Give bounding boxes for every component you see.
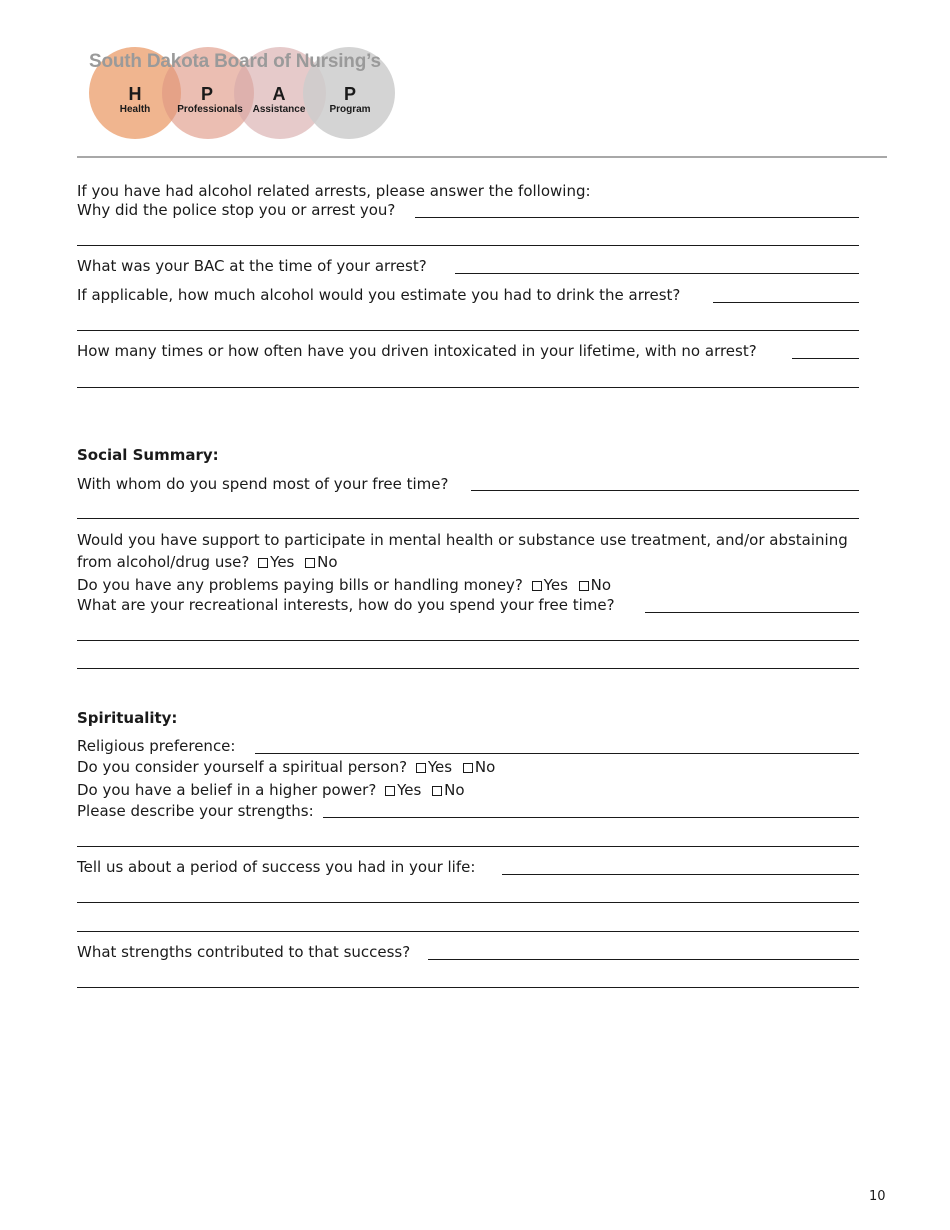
q-support-line2: from alcohol/drug use? (77, 553, 250, 571)
q-driven-intoxicated: How many times or how often have you driven intoxicated in your lifetime, with no arrest? (77, 342, 757, 360)
answer-line-free-time-with[interactable] (471, 490, 859, 491)
logo-title: South Dakota Board of Nursing’s (89, 51, 381, 72)
header-divider (77, 156, 887, 158)
answer-line-free-time-with-2[interactable] (77, 518, 859, 519)
higher-power-yes-checkbox[interactable] (385, 786, 395, 796)
answer-line-strengths[interactable] (323, 817, 859, 818)
q-why-stopped: Why did the police stop you or arrest you? (77, 201, 396, 219)
money-yes-checkbox[interactable] (532, 581, 542, 591)
q-spiritual-text: Do you consider yourself a spiritual person? (77, 758, 408, 776)
logo-word-program: Program (329, 104, 371, 115)
answer-line-recreation-3[interactable] (77, 668, 859, 669)
answer-line-success-3[interactable] (77, 931, 859, 932)
money-no-checkbox[interactable] (579, 581, 589, 591)
arrests-intro: If you have had alcohol related arrests, please answer the following: (77, 182, 591, 200)
q-contributed: What strengths contributed to that success? (77, 943, 411, 961)
higher-power-no-label: No (444, 781, 465, 799)
spiritual-yes-checkbox[interactable] (416, 763, 426, 773)
social-summary-heading: Social Summary: (77, 446, 219, 464)
q-support-line1: Would you have support to participate in mental health or substance use treatment, and/or abstaining (77, 531, 848, 549)
q-money-text: Do you have any problems paying bills or handling money? (77, 576, 523, 594)
spiritual-no-checkbox[interactable] (463, 763, 473, 773)
q-bac: What was your BAC at the time of your arrest? (77, 257, 427, 275)
spirituality-heading: Spirituality: (77, 709, 178, 727)
q-strengths: Please describe your strengths: (77, 802, 314, 820)
support-no-label: No (317, 553, 338, 571)
logo-letter-a: A (272, 84, 286, 104)
support-yes-checkbox[interactable] (258, 558, 268, 568)
page-number: 10 (869, 1189, 886, 1204)
answer-line-alcohol-amount[interactable] (713, 302, 859, 303)
q-religion: Religious preference: (77, 737, 236, 755)
answer-line-recreation[interactable] (645, 612, 859, 613)
logo-letter-p: P (200, 84, 213, 104)
q-money (77, 576, 613, 594)
answer-line-contributed-2[interactable] (77, 987, 859, 988)
q-higher-power (77, 781, 467, 799)
answer-line-success-2[interactable] (77, 902, 859, 903)
answer-line-driven[interactable] (792, 358, 859, 359)
answer-line-success[interactable] (502, 874, 859, 875)
support-no-checkbox[interactable] (305, 558, 315, 568)
support-yes-label: Yes (270, 553, 295, 571)
q-alcohol-amount: If applicable, how much alcohol would you estimate you had to drink the arrest? (77, 286, 681, 304)
answer-line-alcohol-amount-2[interactable] (77, 330, 859, 331)
q-success: Tell us about a period of success you had in your life: (77, 858, 476, 876)
answer-line-religion[interactable] (255, 753, 859, 754)
answer-line-recreation-2[interactable] (77, 640, 859, 641)
answer-line-bac[interactable] (455, 273, 859, 274)
q-recreation: What are your recreational interests, how do you spend your free time? (77, 596, 615, 614)
spiritual-no-label: No (474, 758, 496, 776)
money-no-label: No (590, 576, 612, 594)
q-spiritual (77, 758, 497, 776)
logo-word-professionals: Professionals (177, 104, 243, 115)
answer-line-why-stopped-2[interactable] (77, 245, 859, 246)
answer-line-contributed[interactable] (428, 959, 859, 960)
logo-word-health: Health (119, 104, 151, 115)
logo-word-assistance: Assistance (252, 104, 306, 115)
logo-letter-h: H (128, 84, 142, 104)
q-support (77, 553, 340, 571)
higher-power-no-checkbox[interactable] (432, 786, 442, 796)
answer-line-why-stopped[interactable] (415, 217, 859, 218)
money-yes-label: Yes (543, 576, 568, 594)
spiritual-yes-label: Yes (427, 758, 453, 776)
answer-line-strengths-2[interactable] (77, 846, 859, 847)
answer-line-driven-2[interactable] (77, 387, 859, 388)
q-free-time-with: With whom do you spend most of your free time? (77, 475, 449, 493)
q-higher-power-text: Do you have a belief in a higher power? (77, 781, 377, 799)
higher-power-yes-label: Yes (397, 781, 422, 799)
logo-letter-p2: P (343, 84, 356, 104)
